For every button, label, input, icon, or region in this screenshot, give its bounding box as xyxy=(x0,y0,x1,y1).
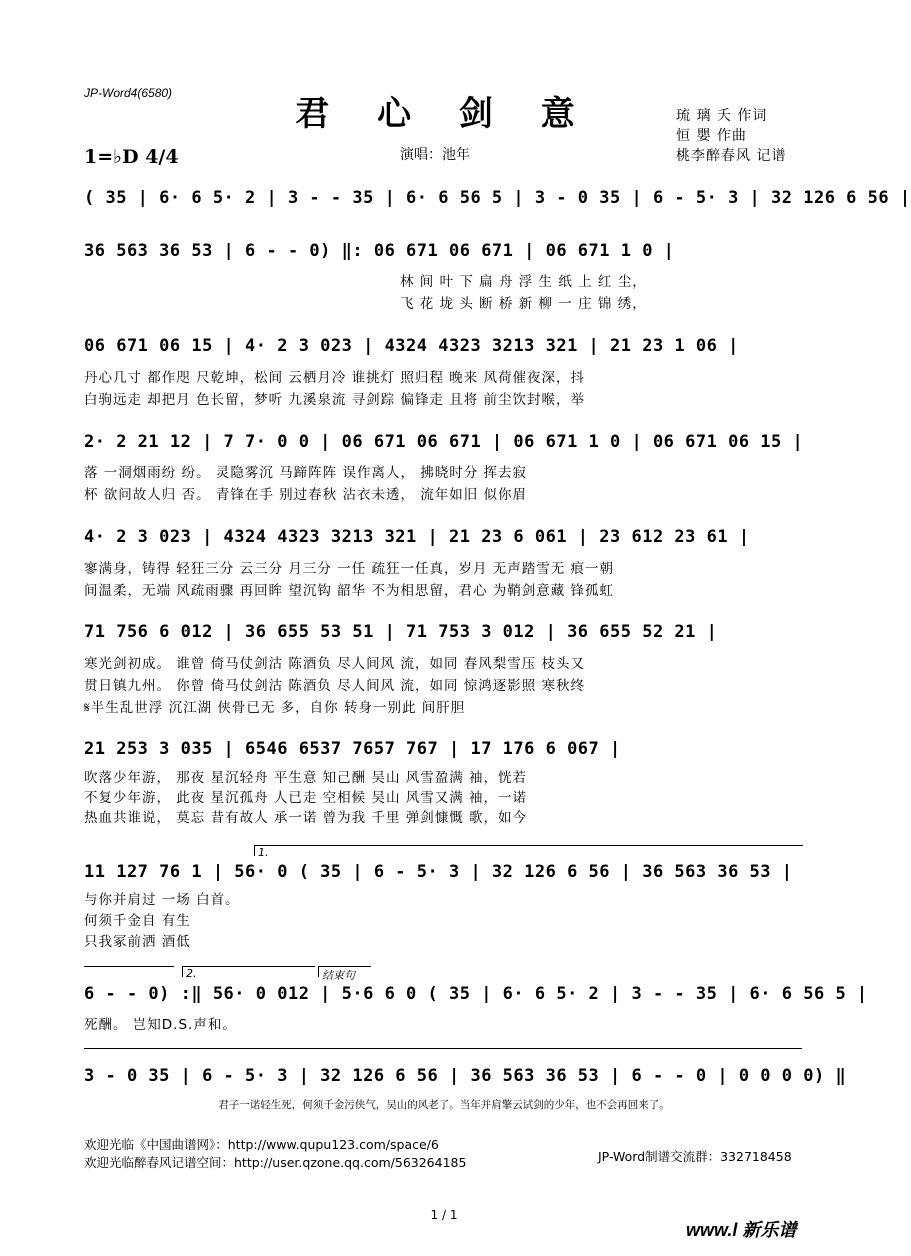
score-line-2: 36 563 36 53 | 6 - - 0) ‖: 06 671 06 671 | 06 671 1 0 | xyxy=(84,241,675,261)
score-line-6: 71 756 6 012 | 36 655 53 51 | 71 753 3 012 | 36 655 52 21 | xyxy=(84,622,718,642)
site-logo[interactable]: www.l 新乐谱 xyxy=(686,1220,797,1240)
song-title: 君 心 剑 意 xyxy=(295,94,593,134)
page-number: 1 / 1 xyxy=(430,1208,458,1222)
qq-group: JP-Word制谱交流群：332718458 xyxy=(598,1149,792,1164)
score-line-5: 4· 2 3 023 | 4324 4323 3213 321 | 21 23 6 061 | 23 612 23 61 | xyxy=(84,527,750,547)
lyric-5-2: 间温柔，无端 风疏雨骤 再回眸 望沉钩 韶华 不为相思留，君心 为鞘剑意藏 锋孤虹 xyxy=(84,583,615,599)
transcriber: 桃李醉春风 记谱 xyxy=(676,148,787,164)
lyric-8-1: 与你并肩过 一场 白首。 xyxy=(84,892,240,908)
lyric-2-1: 林 间 叶 下 扁 舟 浮 生 纸 上 红 尘， xyxy=(400,274,647,290)
lyric-2-2: 飞 花 垅 头 断 桥 新 柳 一 庄 锦 绣， xyxy=(400,296,647,312)
lyric-9-1: 死酬。 岂知D.S.声和。 xyxy=(84,1017,237,1033)
key-signature: 1=♭D 4/4 xyxy=(84,146,179,168)
lyricist: 琉 璃 夭 作词 xyxy=(676,108,768,124)
score-line-7: 21 253 3 035 | 6546 6537 7657 767 | 17 176 6 067 | xyxy=(84,739,621,759)
composer: 恒 嬰 作曲 xyxy=(676,128,747,144)
footer-link-2[interactable]: 欢迎光临醉春风记谱空间：http://user.qzone.qq.com/563264185 xyxy=(84,1155,467,1170)
lyric-8-3: 只我冢前洒 酒低 xyxy=(84,934,191,950)
lyric-6-1: 寒光剑初成。 谁曾 倚马仗剑沽 陈酒负 尽人间风 流，如同 春风梨雪压 枝头又 xyxy=(84,656,586,672)
score-line-10: 3 - 0 35 | 6 - 5· 3 | 32 126 6 56 | 36 563 36 53 | 6 - - 0 | 0 0 0 0) ‖ xyxy=(84,1066,847,1086)
lyric-6-3: 𝄋半生乱世浮 沉江湖 侠骨已无 多，自你 转身一别此 间肝胆 xyxy=(84,700,466,716)
footer-links xyxy=(84,1136,466,1172)
lyric-7-2: 不复少年游， 此夜 星沉孤舟 人已走 空相候 吴山 风雪又满 袖，一诺 xyxy=(84,790,528,806)
volta-1-label: 1. xyxy=(258,846,269,859)
coda-label: 结束句 xyxy=(322,969,355,982)
volta-1-continuation xyxy=(84,966,174,977)
singer: 演唱：池年 xyxy=(400,147,470,163)
volta-2-label: 2. xyxy=(186,967,197,980)
lyric-7-1: 吹落少年游， 那夜 星沉轻舟 平生意 知己酬 吴山 风雪盈满 袖，恍若 xyxy=(84,770,528,786)
volta-1-bracket xyxy=(254,845,803,856)
lyric-3-1: 丹心几寸 都作咫 尺乾坤，松间 云栖月冷 谁挑灯 照归程 晚来 风荷催夜深，抖 xyxy=(84,370,586,386)
score-line-3: 06 671 06 15 | 4· 2 3 023 | 4324 4323 3213 321 | 21 23 1 06 | xyxy=(84,336,739,356)
lyric-3-2: 白驹远走 却把月 色长留，梦听 九溪泉流 寻剑踪 偏锋走 且将 前尘饮封喉，举 xyxy=(84,392,586,408)
lyric-4-2: 杯 欲问故人归 否。 青锋在手 别过春秋 沾衣未透， 流年如旧 似你眉 xyxy=(84,487,528,503)
volta-2-bracket xyxy=(182,966,315,977)
lyric-4-1: 落 一洞烟雨纷 纷。 灵隐雾沉 马蹄阵阵 误作离人， 拂晓时分 挥去寂 xyxy=(84,465,528,481)
lyric-8-2: 何须千金自 有生 xyxy=(84,913,191,929)
credits xyxy=(676,106,786,166)
lyric-7-3: 热血共谁说， 莫忘 昔有故人 承一诺 曾为我 千里 弹剑慷慨 歌，如今 xyxy=(84,810,528,826)
score-line-4: 2· 2 21 12 | 7 7· 0 0 | 06 671 06 671 | 06 671 1 0 | 06 671 06 15 | xyxy=(84,432,804,452)
end-note: 君子一诺轻生死，何须千金污侠气，吴山的风老了。当年并肩擎云试剑的少年，也不会再回来了。 xyxy=(218,1099,670,1111)
footer-link-1[interactable]: 欢迎光临《中国曲谱网》：http://www.qupu123.com/space/6 xyxy=(84,1137,439,1152)
lyric-6-2: 贯日镇九州。 你曾 倚马仗剑沽 陈酒负 尽人间风 流，如同 惊鸿逐影照 寒秋终 xyxy=(84,678,586,694)
score-line-1: ( 35 | 6· 6 5· 2 | 3 - - 35 | 6· 6 56 5 | 3 - 0 35 | 6 - 5· 3 | 32 126 6 56 | xyxy=(84,188,911,208)
software-label: JP-Word4(6580) xyxy=(84,86,173,100)
coda-continuation xyxy=(84,1048,802,1059)
score-line-9: 6 - - 0) :‖ 56· 0 012 | 5·6 6 0 ( 35 | 6· 6 5· 2 | 3 - - 35 | 6· 6 56 5 | xyxy=(84,984,868,1004)
lyric-5-1: 寥满身，铸得 轻狂三分 云三分 月三分 一任 疏狂一任真，岁月 无声踏雪无 痕一朝 xyxy=(84,561,615,577)
score-line-8: 11 127 76 1 | 56· 0 ( 35 | 6 - 5· 3 | 32 126 6 56 | 36 563 36 53 | xyxy=(84,862,793,882)
